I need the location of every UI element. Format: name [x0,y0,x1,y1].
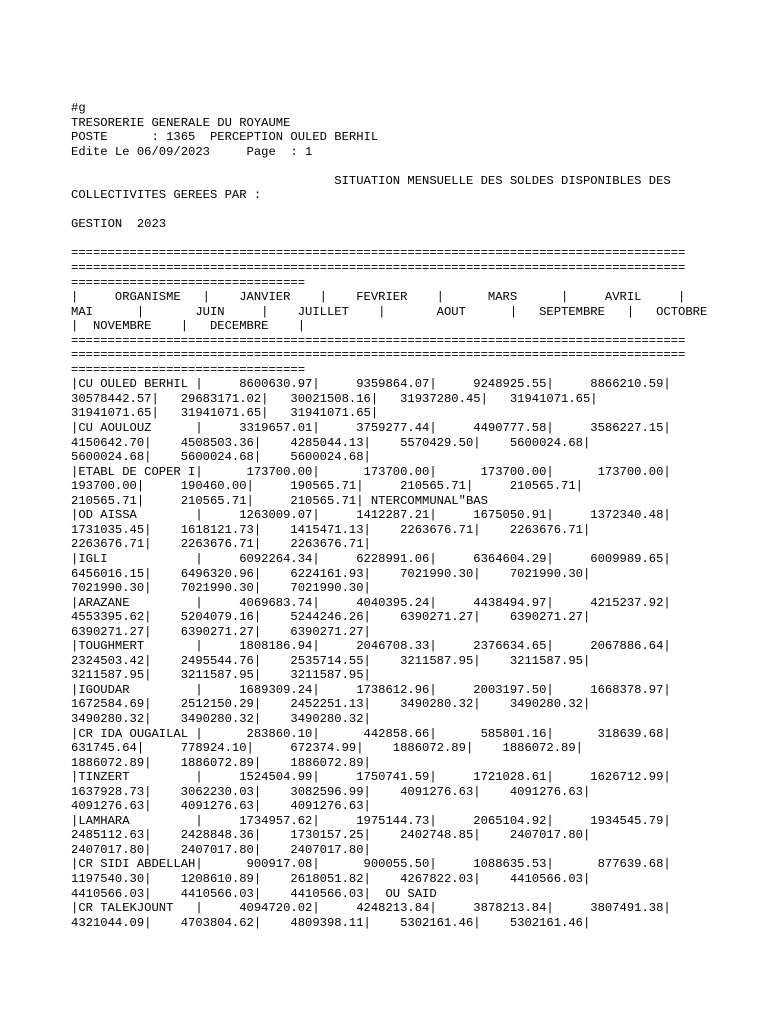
report-line: 4553395.62| 5204079.16| 5244246.26| 6390271.27| 6390271.27| [71,610,591,625]
report-line: MAI | JUIN | JUILLET | AOUT | SEPTEMBRE | OCTOBRE [71,304,708,319]
report-line: 4321044.09| 4703804.62| 4809398.11| 5302161.46| 5302161.46| [71,915,591,930]
report-line: |TINZERT | 1524504.99| 1750741.59| 1721028.61| 1626712.99| [71,770,671,785]
report-line: 30578442.57| 29683171.02| 30021508.16| 31937280.45| 31941071.65| [71,391,598,406]
report-line: 193700.00| 190460.00| 190565.71| 210565.71| 210565.71| [71,479,583,494]
report-line: |CR SIDI ABDELLAH| 900917.08| 900055.50| 1088635.53| 877639.68| [71,857,671,872]
report-line: |IGOUDAR | 1689309.24| 1738612.96| 2003197.50| 1668378.97| [71,682,671,697]
report-listing [71,101,707,945]
report-line: 6456016.15| 6496320.96| 6224161.93| 7021990.30| 7021990.30| [71,566,591,581]
report-line: |ARAZANE | 4069683.74| 4040395.24| 4438494.97| 4215237.92| [71,595,671,610]
report-line: GESTION 2023 [71,217,167,232]
report-line: SITUATION MENSUELLE DES SOLDES DISPONIBLES DES [71,173,671,188]
report-line: TRESORERIE GENERALE DU ROYAUME [71,115,291,130]
report-line: 6390271.27| 6390271.27| 6390271.27| [71,624,371,639]
report-line: ==================================================================================== [71,333,686,348]
report-line: ==================================================================================== [71,261,686,276]
report-line: | NOVEMBRE | DECEMBRE | [71,319,306,334]
report-line: 31941071.65| 31941071.65| 31941071.65| [71,406,379,421]
report-line: 1672584.69| 2512150.29| 2452251.13| 3490280.32| 3490280.32| [71,697,591,712]
report-line: 1886072.89| 1886072.89| 1886072.89| [71,755,371,770]
report-line [71,203,707,218]
report-line [71,232,707,247]
report-line: |LAMHARA | 1734957.62| 1975144.73| 2065104.92| 1934545.79| [71,813,671,828]
report-line: |CR IDA OUGAILAL | 283860.10| 442858.66| 585801.16| 318639.68| [71,726,671,741]
report-line: 3211587.95| 3211587.95| 3211587.95| [71,668,371,683]
report-line: |ETABL DE COPER I| 173700.00| 173700.00| 173700.00| 173700.00| [71,464,671,479]
report-line: 210565.71| 210565.71| 210565.71| NTERCOMMUNAL"BAS [71,493,488,508]
report-line: |CU OULED BERHIL | 8600630.97| 9359864.07| 9248925.55| 8866210.59| [71,377,671,392]
report-line: 7021990.30| 7021990.30| 7021990.30| [71,581,371,596]
report-line: 4150642.70| 4508503.36| 4285044.13| 5570429.50| 5600024.68| [71,435,591,450]
report-line: 2485112.63| 2428848.36| 1730157.25| 2402748.85| 2407017.80| [71,828,591,843]
report-line: 1731035.45| 1618121.73| 1415471.13| 2263676.71| 2263676.71| [71,522,591,537]
report-line: ================================ [71,275,306,290]
report-line [71,159,707,174]
report-line: 4091276.63| 4091276.63| 4091276.63| [71,799,371,814]
report-line: 3490280.32| 3490280.32| 3490280.32| [71,711,371,726]
report-line: |CU AOULOUZ | 3319657.01| 3759277.44| 4490777.58| 3586227.15| [71,421,671,436]
report-line: |CR TALEKJOUNT | 4094720.02| 4248213.84| 3878213.84| 3807491.38| [71,901,671,916]
report-line: ==================================================================================== [71,246,686,261]
report-line: #g [71,101,86,115]
report-line: |TOUGHMERT | 1808186.94| 2046708.33| 2376634.65| 2067886.64| [71,639,671,654]
report-line: 2407017.80| 2407017.80| 2407017.80| [71,842,371,857]
report-line [71,930,707,945]
report-line: 2263676.71| 2263676.71| 2263676.71| [71,537,371,552]
report-line: POSTE : 1365 PERCEPTION OULED BERHIL [71,130,379,145]
report-line: | ORGANISME | JANVIER | FEVRIER | MARS | AVRIL | [71,290,686,305]
report-line: 1197540.30| 1208610.89| 2618051.82| 4267822.03| 4410566.03| [71,871,591,886]
report-line: COLLECTIVITES GEREES PAR : [71,188,262,203]
report-line: ==================================================================================== [71,348,686,363]
report-line: 631745.64| 778924.10| 672374.99| 1886072.89| 1886072.89| [71,741,583,756]
report-line: 5600024.68| 5600024.68| 5600024.68| [71,450,371,465]
report-line: |OD AISSA | 1263009.07| 1412287.21| 1675050.91| 1372340.48| [71,508,671,523]
report-line: Edite Le 06/09/2023 Page : 1 [71,144,313,159]
report-line: ================================ [71,362,306,377]
report-line: 2324503.42| 2495544.76| 2535714.55| 3211587.95| 3211587.95| [71,653,591,668]
report-line: 4410566.03| 4410566.03| 4410566.03| OU SAID [71,886,437,901]
report-line: 1637928.73| 3062230.03| 3082596.99| 4091276.63| 4091276.63| [71,784,591,799]
report-line: |IGLI | 6092264.34| 6228991.06| 6364604.29| 6009989.65| [71,551,671,566]
